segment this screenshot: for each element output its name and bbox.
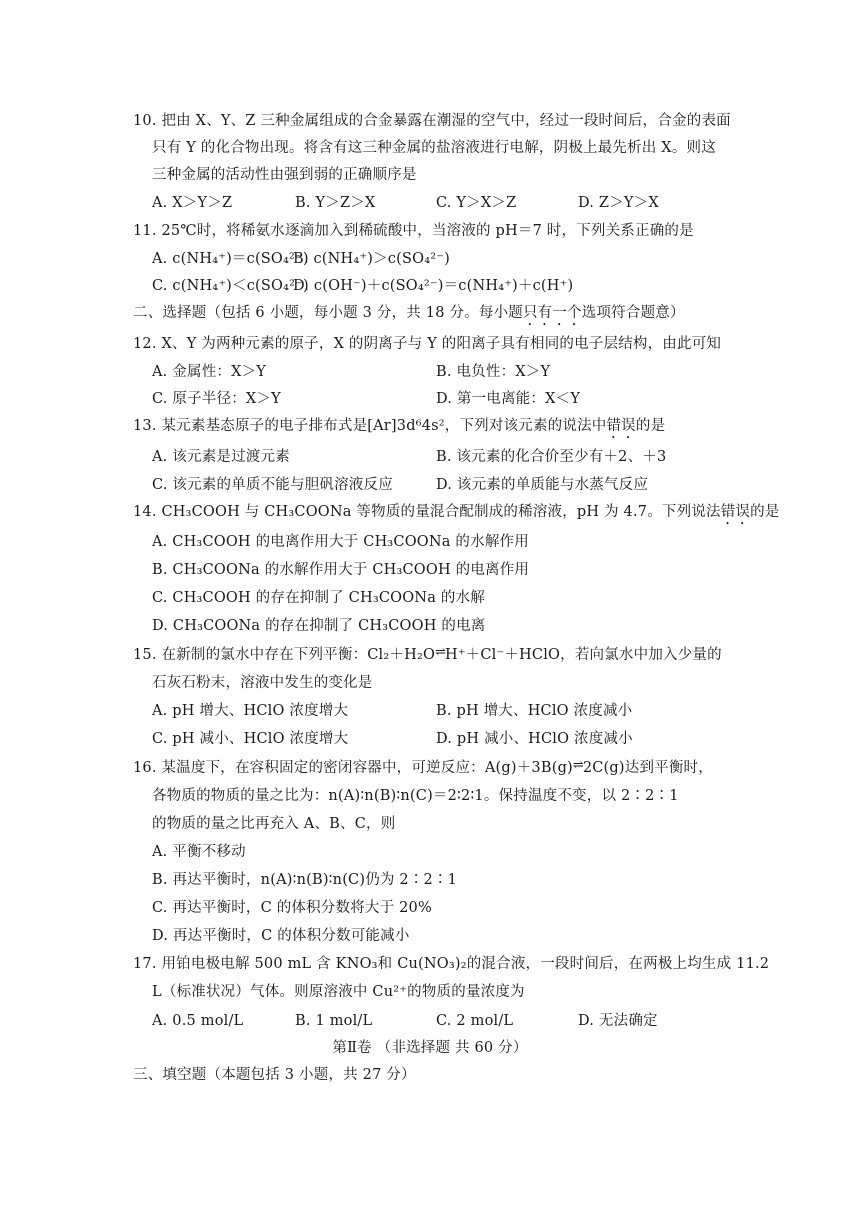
q12-option-b: B. 电负性：X＞Y <box>436 364 551 380</box>
q12-option-a: A. 金属性：X＞Y <box>152 364 267 380</box>
q13-option-b: B. 该元素的化合价至少有＋2、＋3 <box>436 449 667 465</box>
q10-stem-line2: 只有 Y 的化合物出现。将含有这三种金属的盐溶液进行电解，阴极上最先析出 X。则这 <box>152 140 716 156</box>
q13-option-c: C. 该元素的单质不能与胆矾溶液反应 <box>152 477 393 493</box>
q17-option-a: A. 0.5 mol/L <box>152 1013 244 1029</box>
q10-option-a: A. X＞Y＞Z <box>152 195 233 211</box>
q10-option-c: C. Y＞X＞Z <box>436 195 517 211</box>
q11-option-b: B. c(NH₄⁺)＞c(SO₄²⁻) <box>293 251 450 267</box>
q15-stem-post: H⁺＋Cl⁻＋HClO，若向氯水中加入少量的 <box>444 647 722 663</box>
equilibrium-arrow-icon: ⇌ <box>572 758 583 773</box>
section3-heading: 三、填空题（本题包括 3 小题，共 27 分） <box>133 1067 416 1083</box>
q10-stem-line1: 10. 把由 X、Y、Z 三种金属组成的合金暴露在潮湿的空气中，经过一段时间后，合金的表面 <box>133 113 731 129</box>
q17-option-c: C. 2 mol/L <box>436 1013 514 1029</box>
q12-option-c: C. 原子半径：X＞Y <box>152 391 281 407</box>
q14-option-b: B. CH₃COONa 的水解作用大于 CH₃COOH 的电离作用 <box>152 562 530 578</box>
q11-option-d: D. c(OH⁻)＋c(SO₄²⁻)＝c(NH₄⁺)＋c(H⁺) <box>293 278 574 294</box>
q15-stem-pre: 15. 在新制的氯水中存在下列平衡：Cl₂＋H₂O <box>133 647 436 663</box>
equilibrium-arrow-icon: ⇌ <box>435 645 445 660</box>
q16-option-d: D. 再达平衡时，C 的体积分数可能减小 <box>152 928 410 944</box>
q16-option-c: C. 再达平衡时，C 的体积分数将大于 20% <box>152 900 432 916</box>
q12-stem: 12. X、Y 为两种元素的原子，X 的阴离子与 Y 的阳离子具有相同的电子层结构，由此可知 <box>133 336 722 352</box>
q17-stem-line1: 17. 用铂电极电解 500 mL 含 KNO₃和 Cu(NO₃)₂的混合液，一段时间后，在两极上均生成 11.2 <box>133 956 770 972</box>
q16-option-a: A. 平衡不移动 <box>152 844 246 860</box>
q16-stem-pre: 16. 某温度下，在容积固定的密闭容器中，可逆反应：A(g)＋3B(g) <box>133 760 573 776</box>
q10-option-d: D. Z＞Y＞X <box>578 195 659 211</box>
q17-stem-line2: L（标准状况）气体。则原溶液中 Cu²⁺的物质的量浓度为 <box>152 984 525 1000</box>
section2-heading-post: 选项符合题意） <box>581 305 685 321</box>
q14-option-a: A. CH₃COOH 的电离作用大于 CH₃COONa 的水解作用 <box>152 534 529 550</box>
q13-stem-post: 的是 <box>635 418 666 434</box>
q16-stem-line2: 各物质的物质的量之比为：n(A)∶n(B)∶n(C)＝2∶2∶1。保持温度不变，以 2∶2∶1 <box>152 788 679 804</box>
q13-stem-emphasis: 错误 <box>606 418 636 434</box>
q13-stem-pre: 13. 某元素基态原子的电子排布式是[Ar]3d⁶4s²，下列对该元素的说法中 <box>133 418 607 434</box>
q16-option-b: B. 再达平衡时，n(A)∶n(B)∶n(C)仍为 2∶2∶1 <box>152 872 458 888</box>
q11-option-c: C. c(NH₄⁺)＜c(SO₄²⁻) <box>152 278 309 294</box>
q15-stem-line2: 石灰石粉末，溶液中发生的变化是 <box>152 675 373 691</box>
q11-option-a: A. c(NH₄⁺)＝c(SO₄²⁻) <box>152 251 309 267</box>
q14-stem-pre: 14. CH₃COOH 与 CH₃COONa 等物质的量混合配制成的稀溶液，pH 为 4.7。下列说法 <box>133 504 721 520</box>
q14-option-c: C. CH₃COOH 的存在抑制了 CH₃COONa 的水解 <box>152 590 485 606</box>
q14-stem-emphasis: 错误 <box>720 504 751 520</box>
q13-stem <box>133 416 665 442</box>
section2-heading-pre: 二、选择题（包括 6 小题，每小题 3 分，共 18 分。每小题 <box>133 305 523 321</box>
q13-option-a: A. 该元素是过渡元素 <box>152 449 290 465</box>
q15-option-d: D. pH 减小、HClO 浓度减小 <box>436 731 633 747</box>
section2-heading-emphasis: 只有一个 <box>522 305 582 321</box>
q15-option-c: C. pH 减小、HClO 浓度增大 <box>152 731 349 747</box>
part2-title: 第Ⅱ卷 （非选择题 共 60 分） <box>332 1040 528 1056</box>
q17-option-d: D. 无法确定 <box>578 1013 658 1029</box>
q13-option-d: D. 该元素的单质能与水蒸气反应 <box>436 477 649 493</box>
q15-stem-line1 <box>133 645 722 665</box>
q12-option-d: D. 第一电离能：X＜Y <box>436 391 581 407</box>
q15-option-b: B. pH 增大、HClO 浓度减小 <box>436 703 633 719</box>
q11-stem: 11. 25℃时，将稀氨水逐滴加入到稀硫酸中，当溶液的 pH＝7 时，下列关系正确的是 <box>133 223 694 239</box>
q10-stem-line3: 三种金属的活动性由强到弱的正确顺序是 <box>152 167 417 183</box>
q16-stem-line3: 的物质的量之比再充入 A、B、C，则 <box>152 816 396 832</box>
section2-heading <box>133 303 685 329</box>
q14-stem-post: 的是 <box>750 504 780 520</box>
q16-stem-post: 2C(g)达到平衡时， <box>582 760 713 776</box>
q17-option-b: B. 1 mol/L <box>295 1013 373 1029</box>
q10-option-b: B. Y＞Z＞X <box>295 195 376 211</box>
q15-option-a: A. pH 增大、HClO 浓度增大 <box>152 703 349 719</box>
q14-stem <box>133 502 780 528</box>
q16-stem-line1 <box>133 758 713 778</box>
q14-option-d: D. CH₃COONa 的存在抑制了 CH₃COOH 的电离 <box>152 618 486 634</box>
